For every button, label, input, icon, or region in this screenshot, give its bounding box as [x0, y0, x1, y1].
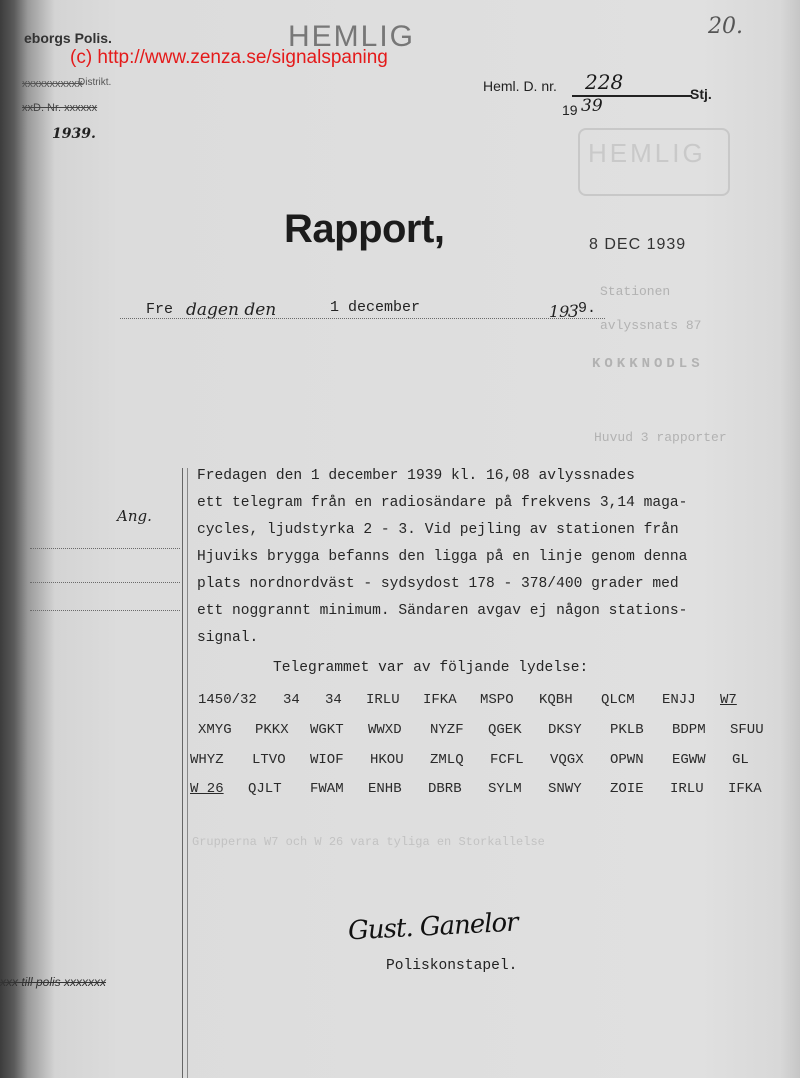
margin-rule-outer: [182, 468, 183, 1078]
watermark-text: (c) http://www.zenza.se/signalspaning: [70, 47, 388, 68]
code-group: DKSY: [548, 722, 582, 738]
code-group: GL: [732, 752, 749, 768]
margin-dotted-3: [30, 610, 180, 611]
telegram-row: [190, 781, 790, 801]
date-year-hand: 3: [568, 302, 579, 322]
code-group: IFKA: [728, 781, 762, 797]
date-dagen-den: dagen den: [186, 300, 277, 320]
code-group: FWAM: [310, 781, 344, 797]
code-group: ZMLQ: [430, 752, 464, 768]
telegram-intro: Telegrammet var av följande lydelse:: [273, 660, 589, 676]
body-line: cycles, ljudstyrka 2 - 3. Vid pejling av stationen från: [197, 522, 679, 538]
code-group: 34: [325, 692, 342, 708]
code-group: ZOIE: [610, 781, 644, 797]
telegram-row: [190, 752, 790, 772]
heml-dnr-label: Heml. D. nr.: [483, 78, 557, 94]
body-line: plats nordnordväst - sydsydost 178 - 378/400 grader med: [197, 576, 679, 592]
code-group: ENHB: [368, 781, 402, 797]
stj-label: Stj.: [690, 86, 712, 102]
code-group-underlined: W 26: [190, 781, 224, 797]
bleed-line-e: Grupperna W7 och W 26 vara tyliga en Storkallelse: [192, 835, 545, 849]
code-group: KQBH: [539, 692, 573, 708]
heml-year-hand: 39: [581, 96, 603, 116]
margin-label-ang: Ang.: [117, 507, 152, 525]
code-group: QLCM: [601, 692, 635, 708]
heml-dnr-value: 228: [585, 70, 624, 94]
date-dotted-line: [120, 318, 605, 319]
code-group: FCFL: [490, 752, 524, 768]
margin-dotted-2: [30, 582, 180, 583]
code-group: SYLM: [488, 781, 522, 797]
code-group: XMYG: [198, 722, 232, 738]
bleed-line-b: avlyssnats 87: [600, 318, 702, 333]
code-group: LTVO: [252, 752, 286, 768]
code-group: VQGX: [550, 752, 584, 768]
body-line: Fredagen den 1 december 1939 kl. 16,08 avlyssnades: [197, 468, 635, 484]
telegram-row: [190, 722, 790, 742]
code-group: ENJJ: [662, 692, 696, 708]
code-group: WGKT: [310, 722, 344, 738]
dnr-struck: xxD. Nr. xxxxxx: [22, 102, 98, 114]
body-line: ett telegram från en radiosändare på frekvens 3,14 maga-: [197, 495, 688, 511]
code-group: SNWY: [548, 781, 582, 797]
code-group: NYZF: [430, 722, 464, 738]
body-line: ett noggrannt minimum. Sändaren avgav ej någon stations-: [197, 603, 688, 619]
code-group: WIOF: [310, 752, 344, 768]
page-number: 20.: [708, 14, 743, 39]
code-group: BDPM: [672, 722, 706, 738]
code-group: QJLT: [248, 781, 282, 797]
code-group: OPWN: [610, 752, 644, 768]
signature-title: Poliskonstapel.: [386, 958, 518, 974]
code-group: PKKX: [255, 722, 289, 738]
police-district-name: eborgs Polis.: [24, 30, 112, 46]
code-group: QGEK: [488, 722, 522, 738]
date-day-prefix: Fre: [146, 301, 174, 318]
bleed-line-d: Huvud 3 rapporter: [594, 430, 727, 445]
code-group: MSPO: [480, 692, 514, 708]
code-group: WHYZ: [190, 752, 224, 768]
struck-line: xxxxxxxxxxx: [22, 78, 83, 90]
code-group: IRLU: [366, 692, 400, 708]
code-group: HKOU: [370, 752, 404, 768]
code-group-underlined: W7: [720, 692, 737, 708]
body-line: signal.: [197, 630, 259, 646]
bleed-line-a: Stationen: [600, 284, 671, 299]
date-value: 1 december: [330, 299, 421, 316]
received-date-stamp: 8 DEC 1939: [589, 236, 687, 253]
handwritten-signature: Gust. Ganelor: [347, 907, 519, 947]
heml-year-printed: 19: [562, 102, 578, 118]
code-group: 34: [283, 692, 300, 708]
code-group: WWXD: [368, 722, 402, 738]
date-year-tail: 9.: [578, 300, 597, 317]
body-line: Hjuviks brygga befanns den ligga på en linje genom denna: [197, 549, 688, 565]
code-group: EGWW: [672, 752, 706, 768]
code-group: SFUU: [730, 722, 764, 738]
distrikt-label: Distrikt.: [78, 77, 112, 88]
code-group: PKLB: [610, 722, 644, 738]
footer-struck-text: xxx till polis xxxxxxx: [0, 975, 107, 989]
code-group: IFKA: [423, 692, 457, 708]
code-group: DBRB: [428, 781, 462, 797]
hemlig-stamp: HEMLIG: [288, 20, 416, 53]
code-group: 1450/32: [198, 692, 257, 708]
margin-dotted-1: [30, 548, 180, 549]
bleed-line-c: KOKKNODLS: [592, 356, 704, 372]
telegram-row: [190, 692, 790, 712]
year-left: 1939.: [52, 126, 96, 142]
report-title: Rapport,: [284, 207, 445, 251]
date-year-printed: 19: [549, 302, 570, 321]
code-group: IRLU: [670, 781, 704, 797]
ghost-stamp-text: HEMLIG: [588, 138, 706, 168]
margin-rule-inner: [187, 468, 188, 1078]
